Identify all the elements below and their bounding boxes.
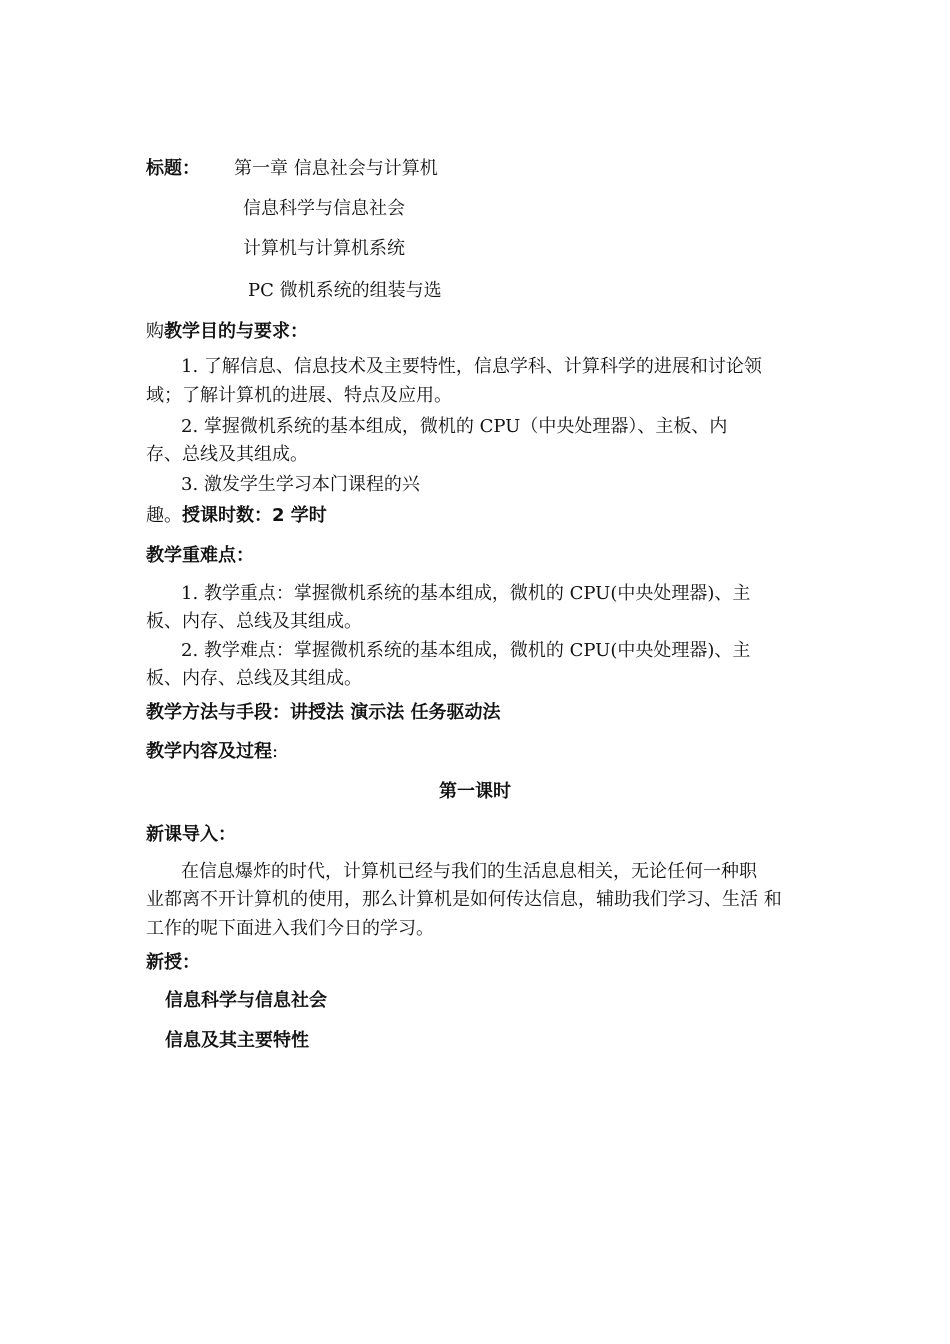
section-title-3: PC 微机系统的组装与选 [248,280,442,301]
lesson-title: 第一课时 [439,781,511,802]
keypoint-2-line-1: 2. 教学难点：掌握微机系统的基本组成，微机的 CPU(中央处理器)、主 [181,640,751,661]
objectives-heading-line [146,319,308,345]
keypoint-1-line-2: 板、内存、总线及其组成。 [146,611,362,632]
objective-3-line-1: 3. 激发学生学习本门课程的兴 [181,474,420,495]
intro-paragraph-line-2: 业都离不开计算机的使用，那么计算机是如何传达信息，辅助我们学习、生活 和 [146,889,782,910]
objective-1-line-2: 域；了解计算机的进展、特点及应用。 [146,385,452,406]
objective-3-line-2 [146,503,327,529]
content-heading [146,739,278,765]
intro-paragraph-line-3: 工作的呢下面进入我们今日的学习。 [146,918,434,939]
topic-1: 信息科学与信息社会 [165,990,327,1011]
objective-2-line-2: 存、总线及其组成。 [146,444,308,465]
methods-line: 教学方法与手段：讲授法 演示法 任务驱动法 [146,702,501,723]
keypoint-2-line-2: 板、内存、总线及其组成。 [146,668,362,689]
section-title-2: 计算机与计算机系统 [243,238,405,259]
objectives-heading: 教学目的与要求： [164,321,308,342]
content-heading-text: 教学内容及过程 [146,741,272,762]
objectives-prefix: 购 [146,321,164,342]
intro-paragraph-line-1: 在信息爆炸的时代，计算机已经与我们的生活息息相关，无论任何一种职 [181,861,757,882]
chapter-title: 第一章 信息社会与计算机 [234,158,438,179]
keypoints-heading: 教学重难点： [146,545,254,566]
new-lesson-heading: 新授： [146,952,200,973]
teaching-hours: 授课时数：2 学时 [182,505,327,526]
objective-3-tail: 趣。 [146,505,182,526]
objective-2-line-1: 2. 掌握微机系统的基本组成，微机的 CPU（中央处理器）、主板、内 [181,416,728,437]
content-heading-colon: : [272,741,279,762]
topic-2: 信息及其主要特性 [165,1030,309,1051]
section-title-1: 信息科学与信息社会 [243,198,405,219]
title-label: 标题： [146,158,200,179]
objective-1-line-1: 1. 了解信息、信息技术及主要特性，信息学科、计算科学的进展和讨论领 [181,356,762,377]
intro-heading: 新课导入： [146,824,236,845]
keypoint-1-line-1: 1. 教学重点：掌握微机系统的基本组成，微机的 CPU(中央处理器)、主 [181,583,751,604]
